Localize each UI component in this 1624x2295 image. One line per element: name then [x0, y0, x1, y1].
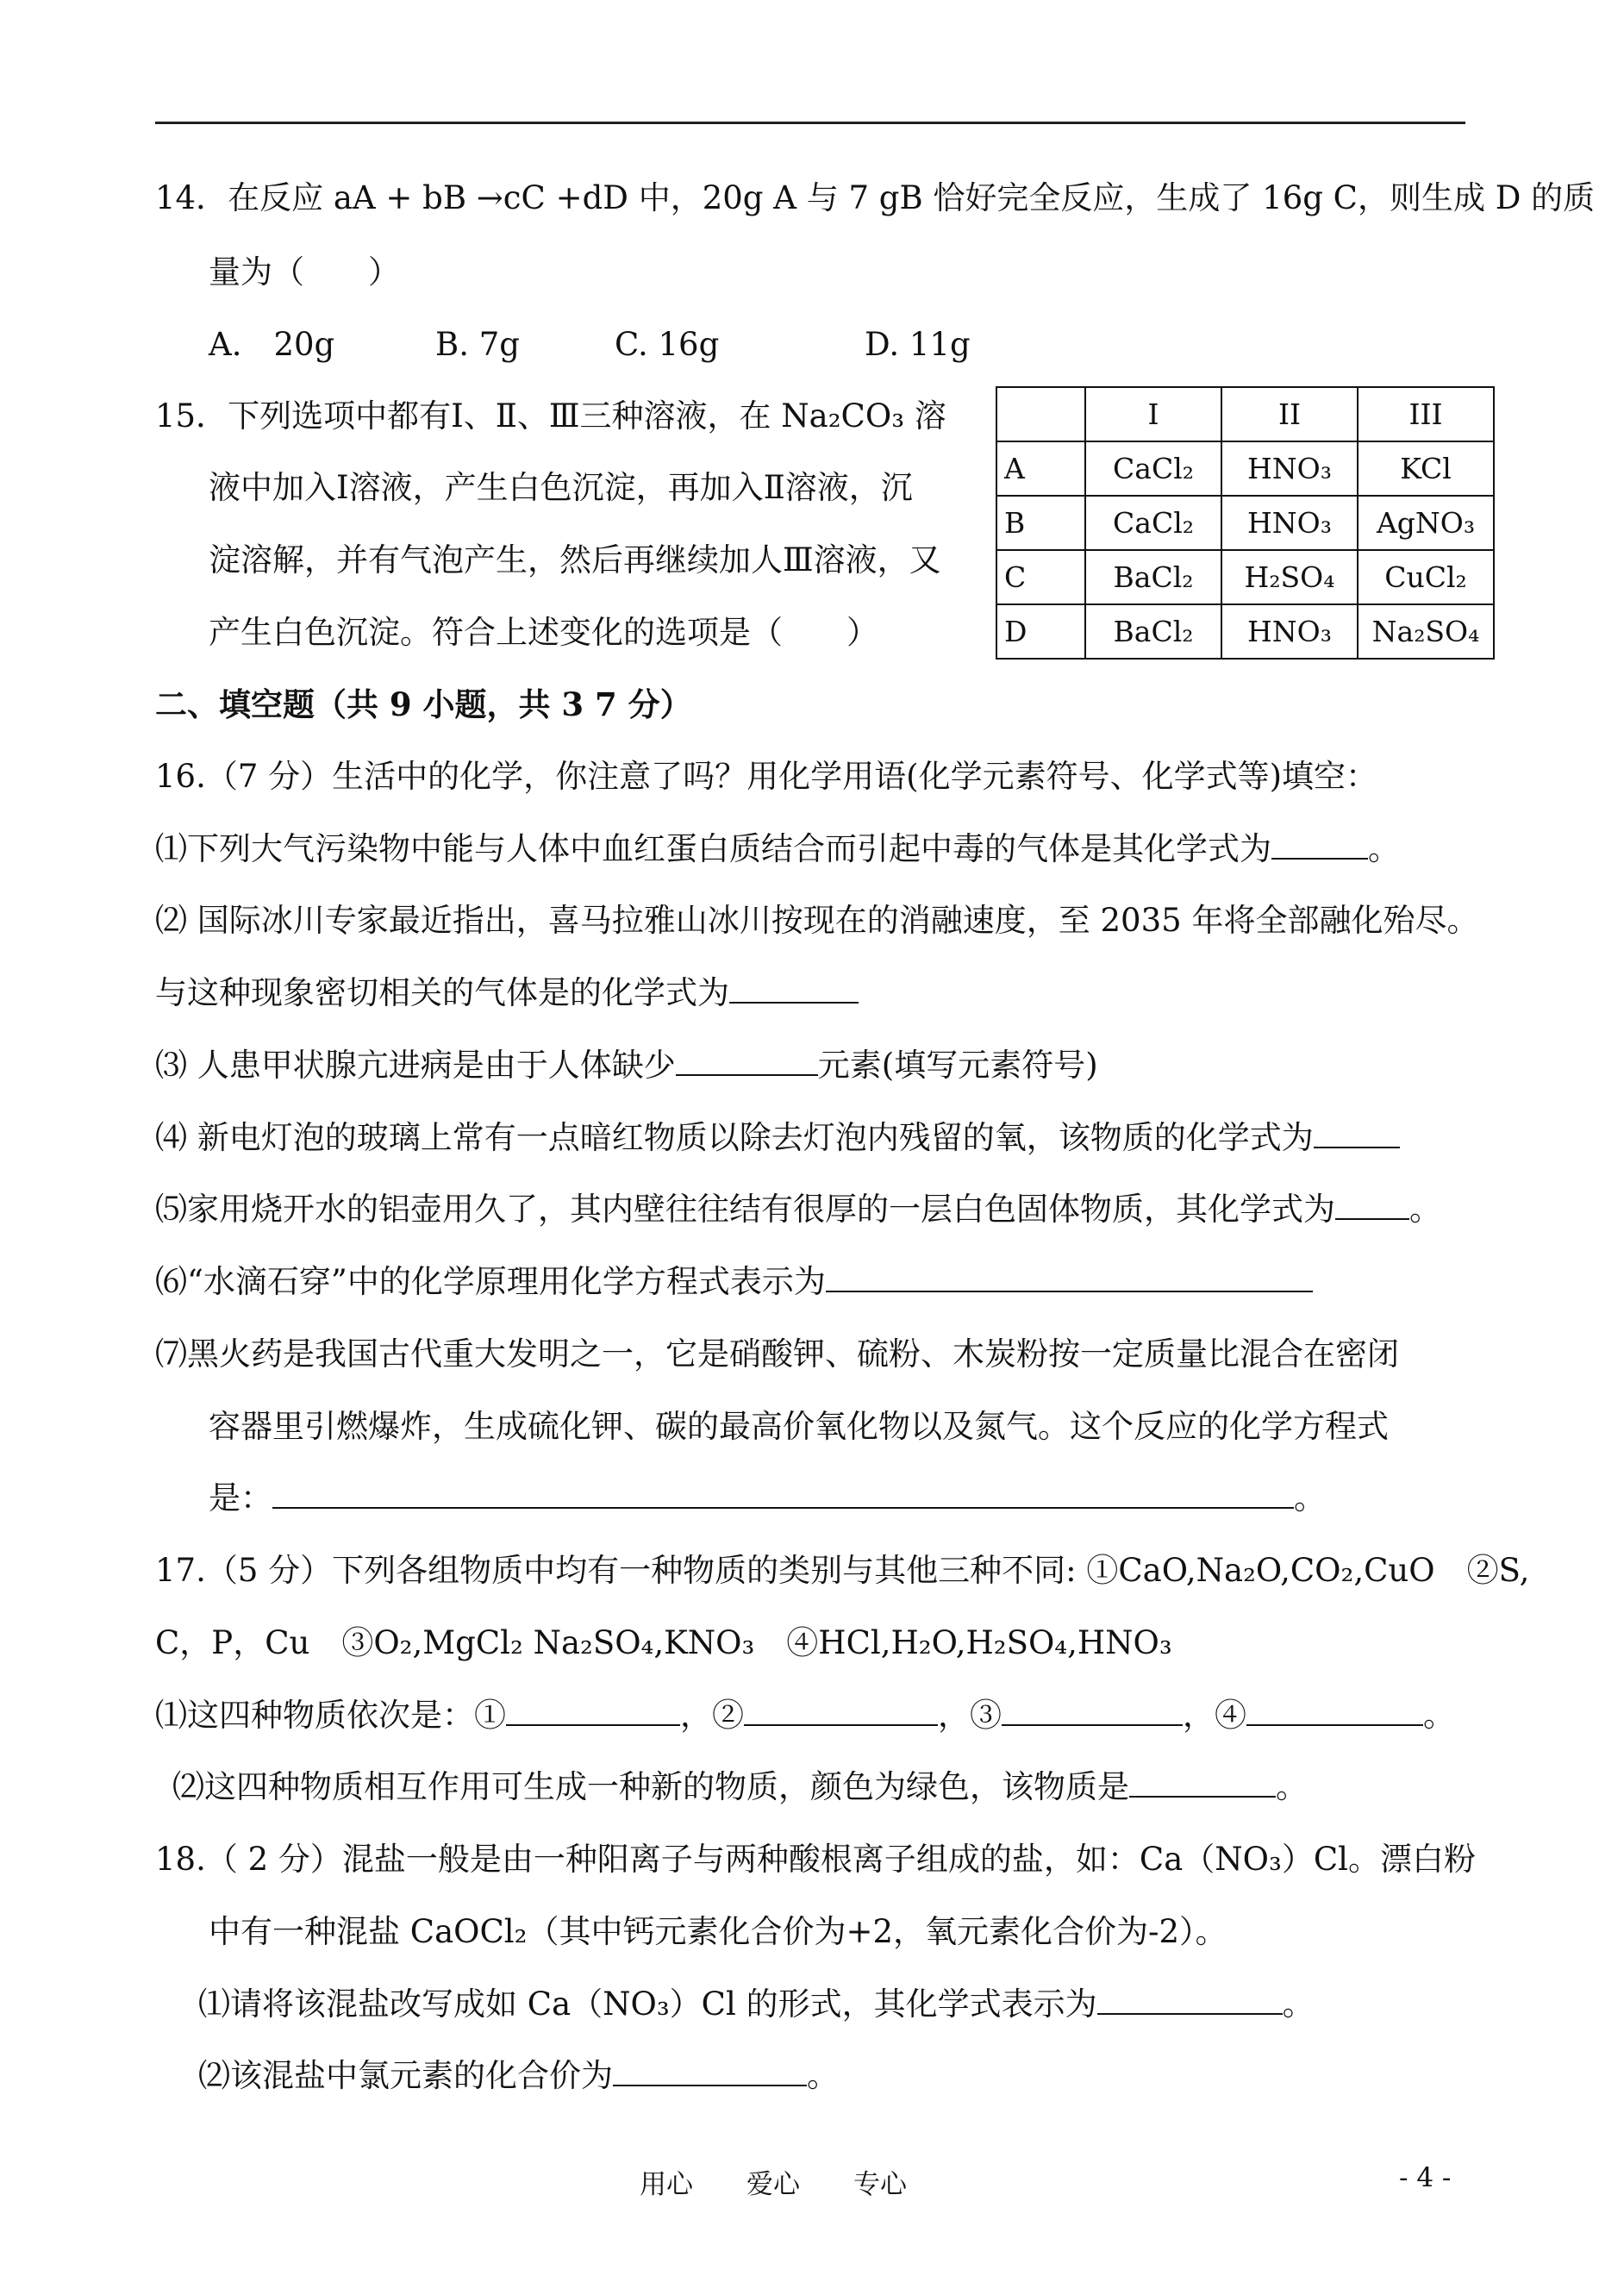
- q18-part2-text: ⑵该混盐中氯元素的化合价为: [198, 2057, 613, 2094]
- q17-part1: [155, 1694, 1455, 1737]
- q17-part2-text: ⑵这四种物质相互作用可生成一种新的物质，颜色为绿色，该物质是: [172, 1768, 1129, 1805]
- table-cell: AgNO₃: [1358, 496, 1494, 550]
- q16-part6-text: ⑹“水滴石穿”中的化学原理用化学方程式表示为: [155, 1263, 826, 1300]
- q16-part1-end: 。: [1368, 830, 1400, 867]
- answer-blank[interactable]: [676, 1045, 818, 1076]
- q15-line3: 淀溶解，并有气泡产生，然后再继续加人Ⅲ溶液，又: [209, 541, 941, 578]
- q14-line2: 量为（ ）: [209, 253, 400, 291]
- answer-blank[interactable]: [272, 1478, 1294, 1509]
- answer-blank[interactable]: [1002, 1695, 1183, 1726]
- table-cell: KCl: [1358, 441, 1494, 496]
- q17-part1-sep: ，③: [938, 1697, 1002, 1734]
- q16-part3-end: 元素(填写元素符号): [817, 1047, 1098, 1084]
- q16-part1-text: ⑴下列大气污染物中能与人体中血红蛋白质结合而引起中毒的气体是其化学式为: [155, 830, 1271, 867]
- table-cell: A: [996, 441, 1085, 496]
- q14-choice-a: A. 20g: [209, 326, 335, 363]
- q16-part2-text: 与这种现象密切相关的气体是的化学式为: [155, 974, 729, 1011]
- q17-line1: 17.（5 分）下列各组物质中均有一种物质的类别与其他三种不同: ①CaO,Na₂O,CO₂,CuO ②S,: [155, 1552, 1530, 1589]
- q16-part7-line2: 容器里引燃爆炸，生成硫化钾、碳的最高价氧化物以及氮气。这个反应的化学方程式: [209, 1408, 1389, 1445]
- table-cell: BaCl₂: [1085, 604, 1221, 659]
- q16-intro: 16.（7 分）生活中的化学，你注意了吗？用化学用语(化学元素符号、化学式等)填空：: [155, 758, 1378, 795]
- q18-part1-end: 。: [1282, 1985, 1315, 2023]
- q16-part4-text: ⑷ 新电灯泡的玻璃上常有一点暗红物质以除去灯泡内残留的氧，该物质的化学式为: [155, 1119, 1314, 1156]
- table-header-cell: II: [1221, 387, 1358, 441]
- q16-part1: [155, 828, 1400, 871]
- q16-part7-text: 是：: [209, 1479, 272, 1516]
- q14-choice-d: D. 11g: [865, 326, 971, 363]
- table-cell: Na₂SO₄: [1358, 604, 1494, 659]
- q16-part5-end: 。: [1409, 1191, 1441, 1228]
- table-row: [996, 604, 1494, 659]
- table-cell: HNO₃: [1221, 496, 1358, 550]
- q17-part1-prefix: ⑴这四种物质依次是：①: [155, 1697, 506, 1734]
- table-row: [996, 441, 1494, 496]
- q16-part7-end: 。: [1294, 1479, 1326, 1516]
- table-cell: HNO₃: [1221, 604, 1358, 659]
- table-header-cell: I: [1085, 387, 1221, 441]
- answer-blank[interactable]: [744, 1695, 938, 1726]
- answer-blank[interactable]: [1335, 1189, 1409, 1220]
- q16-part7-line1: ⑺黑火药是我国古代重大发明之一，它是硝酸钾、硫粉、木炭粉按一定质量比混合在密闭: [155, 1335, 1399, 1373]
- q17-line2: C，P，Cu ③O₂,MgCl₂ Na₂SO₄,KNO₃ ④HCl,H₂O,H₂SO₄,HNO₃: [155, 1624, 1172, 1661]
- q16-part3: [155, 1044, 1098, 1087]
- table-cell: CaCl₂: [1085, 441, 1221, 496]
- answer-blank[interactable]: [729, 972, 859, 1004]
- q16-part3-text: ⑶ 人患甲状腺亢进病是由于人体缺少: [155, 1047, 676, 1084]
- answer-blank[interactable]: [826, 1261, 1313, 1292]
- answer-blank[interactable]: [1271, 829, 1368, 860]
- q14-line1: 14．在反应 aA + bB →cC +dD 中，20g A 与 7 gB 恰好完全反应，生成了 16g C，则生成 D 的质: [155, 179, 1596, 216]
- q18-line1: 18.（ 2 分）混盐一般是由一种阳离子与两种酸根离子组成的盐，如：Ca（NO₃）Cl。漂白粉: [155, 1841, 1476, 1878]
- table-cell: D: [996, 604, 1085, 659]
- table-cell: H₂SO₄: [1221, 550, 1358, 604]
- q18-part1-text: ⑴请将该混盐改写成如 Ca（NO₃）Cl 的形式，其化学式表示为: [198, 1985, 1097, 2023]
- table-cell: C: [996, 550, 1085, 604]
- table-cell: CuCl₂: [1358, 550, 1494, 604]
- q16-part4: [155, 1116, 1400, 1160]
- table-cell: CaCl₂: [1085, 496, 1221, 550]
- table-row: [996, 496, 1494, 550]
- q14-choice-c: C. 16g: [615, 326, 720, 363]
- q17-part2: [172, 1766, 1308, 1809]
- answer-blank[interactable]: [1314, 1117, 1400, 1148]
- q16-part5: [155, 1188, 1441, 1231]
- q14-choice-b: B. 7g: [435, 326, 520, 363]
- page-number: - 4 -: [1399, 2162, 1452, 2193]
- answer-blank[interactable]: [613, 2055, 807, 2086]
- q15-line4: 产生白色沉淀。符合上述变化的选项是（ ）: [209, 614, 878, 651]
- q18-part1: [198, 1983, 1315, 2026]
- answer-blank[interactable]: [1246, 1695, 1423, 1726]
- section-title: 二、填空题（共 9 小题，共 3 7 分）: [155, 685, 692, 723]
- answer-blank[interactable]: [1129, 1767, 1276, 1798]
- answer-blank[interactable]: [1097, 1984, 1283, 2015]
- q15-line1: 15．下列选项中都有Ⅰ、Ⅱ、Ⅲ三种溶液，在 Na₂CO₃ 溶: [155, 397, 946, 435]
- table-cell: BaCl₂: [1085, 550, 1221, 604]
- q16-part2-line1: ⑵ 国际冰川专家最近指出，喜马拉雅山冰川按现在的消融速度，至 2035 年将全部融化殆尽。: [155, 902, 1479, 939]
- q15-options-table: [996, 386, 1495, 660]
- q16-part6: [155, 1260, 1313, 1304]
- q16-part5-text: ⑸家用烧开水的铝壶用久了，其内壁往往结有很厚的一层白色固体物质，其化学式为: [155, 1191, 1335, 1228]
- footer-motto: 用心 爱心 专心: [640, 2169, 907, 2200]
- q17-part1-end: 。: [1423, 1697, 1455, 1734]
- header-rule: [155, 122, 1465, 124]
- table-row: [996, 550, 1494, 604]
- table-header-cell: III: [1358, 387, 1494, 441]
- table-header-cell: [996, 387, 1085, 441]
- q17-part2-end: 。: [1276, 1768, 1308, 1805]
- q15-line2: 液中加入Ⅰ溶液，产生白色沉淀，再加入Ⅱ溶液，沉: [209, 469, 913, 506]
- table-cell: B: [996, 496, 1085, 550]
- table-cell: HNO₃: [1221, 441, 1358, 496]
- q16-part7-line3: [209, 1477, 1326, 1520]
- q18-part2-end: 。: [807, 2057, 839, 2094]
- q17-part1-sep: ，②: [680, 1697, 744, 1734]
- q18-line2: 中有一种混盐 CaOCl₂（其中钙元素化合价为+2，氧元素化合价为-2）。: [209, 1913, 1227, 1950]
- answer-blank[interactable]: [506, 1695, 680, 1726]
- q16-part2-line2: [155, 972, 859, 1015]
- q18-part2: [198, 2054, 839, 2098]
- q17-part1-sep: ，④: [1183, 1697, 1246, 1734]
- table-header-row: [996, 387, 1494, 441]
